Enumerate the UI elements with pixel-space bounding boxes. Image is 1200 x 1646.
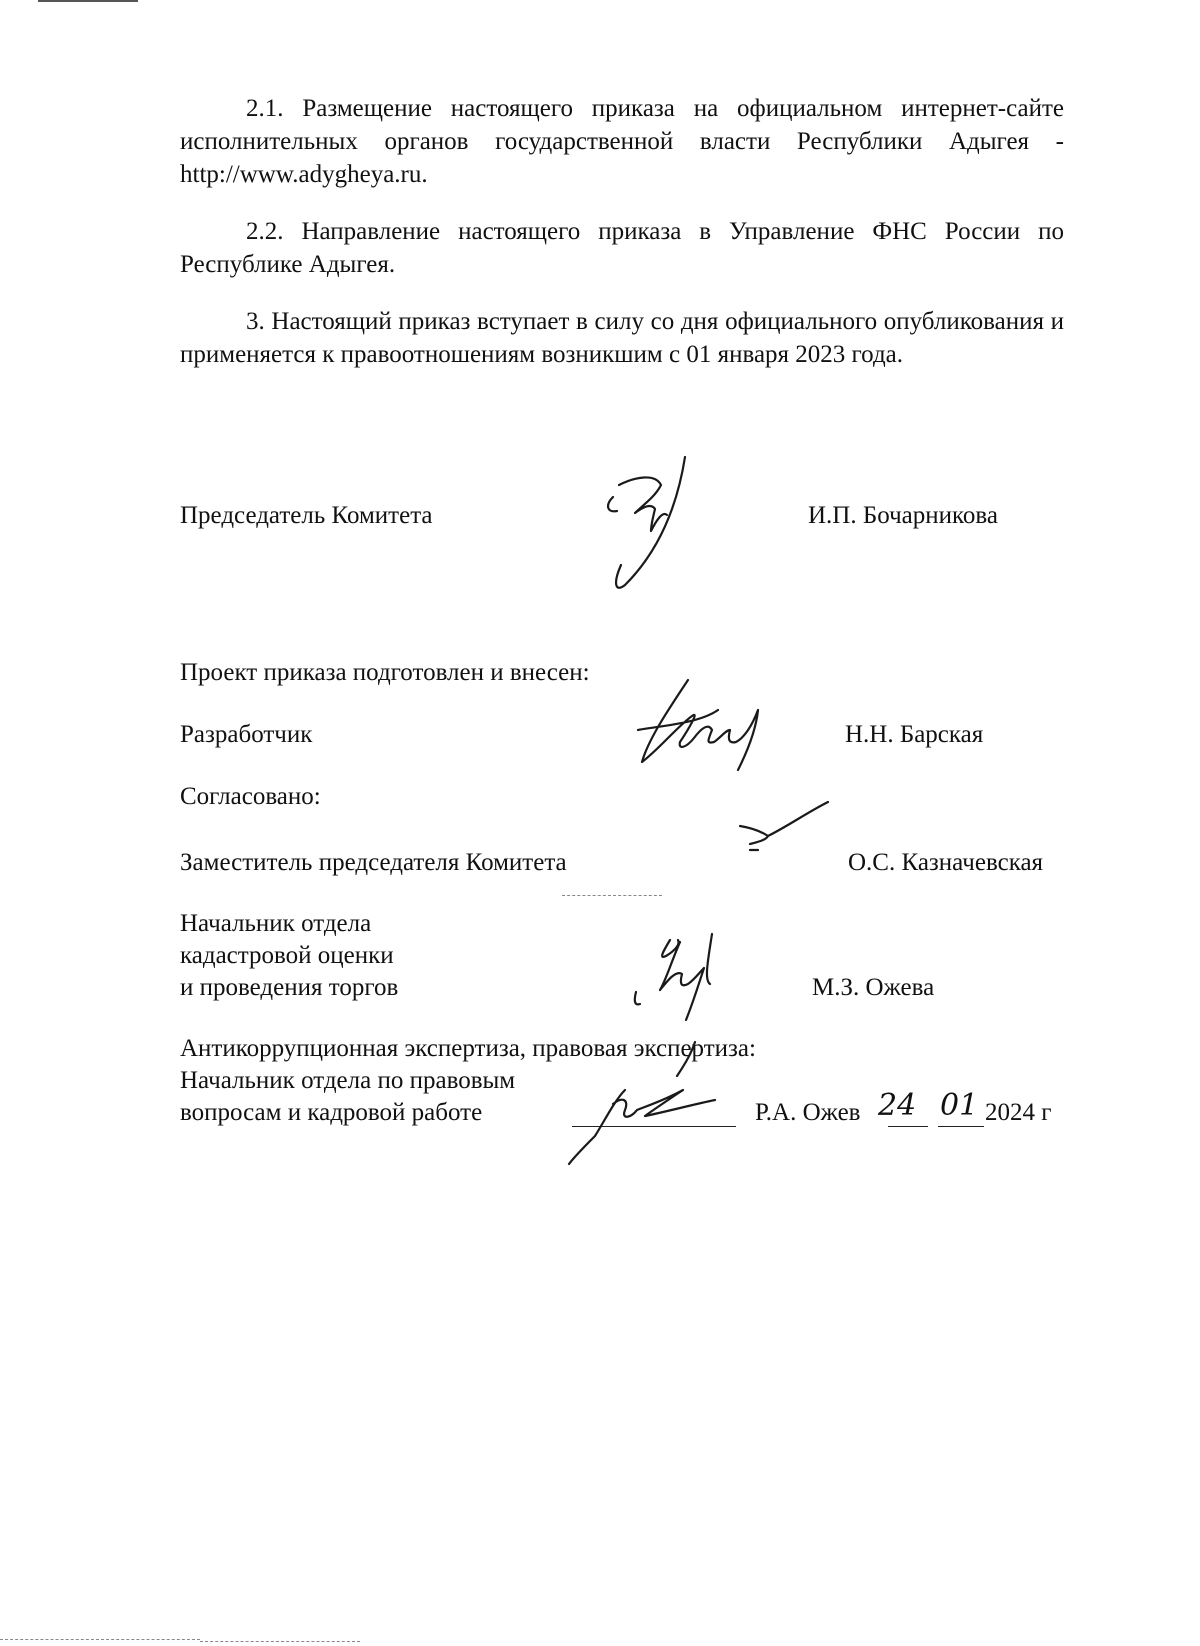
paragraph-3: 3. Настоящий приказ вступает в силу со дня официального опубликования и применяется к правоотношениям возникшим с 01 января 2023 года. xyxy=(180,308,1064,368)
project-heading: Проект приказа подготовлен и внесен: xyxy=(180,659,590,686)
head-dept-role-line1: Начальник отдела xyxy=(180,910,372,937)
agreed-label: Согласовано: xyxy=(180,783,321,810)
scan-artifact-bottom-1 xyxy=(0,1639,200,1641)
scan-artifact-bottom-2 xyxy=(200,1641,360,1643)
scan-artifact-line xyxy=(562,895,662,897)
date-day-underline xyxy=(888,1126,928,1127)
expertise-name: Р.А. Ожев xyxy=(755,1099,861,1126)
head-dept-name: М.З. Ожева xyxy=(812,974,935,1001)
head-dept-role-line3: и проведения торгов xyxy=(180,974,399,1001)
chairman-name: И.П. Бочарникова xyxy=(808,502,998,529)
paragraph-2-2: 2.2. Направление настоящего приказа в Управление ФНС России по Республике Адыгея. xyxy=(180,218,1064,278)
deputy-name: О.С. Казначевская xyxy=(848,849,1044,876)
deputy-signature xyxy=(738,800,838,860)
head-dept-signature xyxy=(630,920,740,1030)
date-month-value: 01 xyxy=(940,1088,979,1123)
date-month xyxy=(940,1090,978,1122)
developer-role: Разработчик xyxy=(180,721,313,748)
head-dept-role-line2: кадастровой оценки xyxy=(180,942,394,969)
expertise-heading: Антикоррупционная экспертиза, правовая экспертиза: xyxy=(180,1035,756,1062)
developer-signature xyxy=(628,670,788,780)
expertise-role-line2: вопросам и кадровой работе xyxy=(180,1099,483,1126)
deputy-role: Заместитель председателя Комитета xyxy=(180,849,567,876)
expertise-role-line1: Начальник отдела по правовым xyxy=(180,1067,516,1094)
scan-artifact-top xyxy=(38,0,138,2)
paragraph-2-1: 2.1. Размещение настоящего приказа на официальном интернет-сайте исполнительных органов государственной власти Республики Адыгея - http://www.adygheya.ru. xyxy=(180,95,1064,188)
date-month-underline xyxy=(938,1126,984,1127)
chairman-signature xyxy=(595,455,715,595)
expertise-signature xyxy=(565,1040,735,1170)
chairman-title: Председатель Комитета xyxy=(180,502,433,529)
date-day xyxy=(878,1090,916,1122)
developer-name: Н.Н. Барская xyxy=(845,721,984,748)
date-year: 2024 г xyxy=(985,1099,1052,1126)
date-day-value: 24 xyxy=(878,1088,917,1123)
